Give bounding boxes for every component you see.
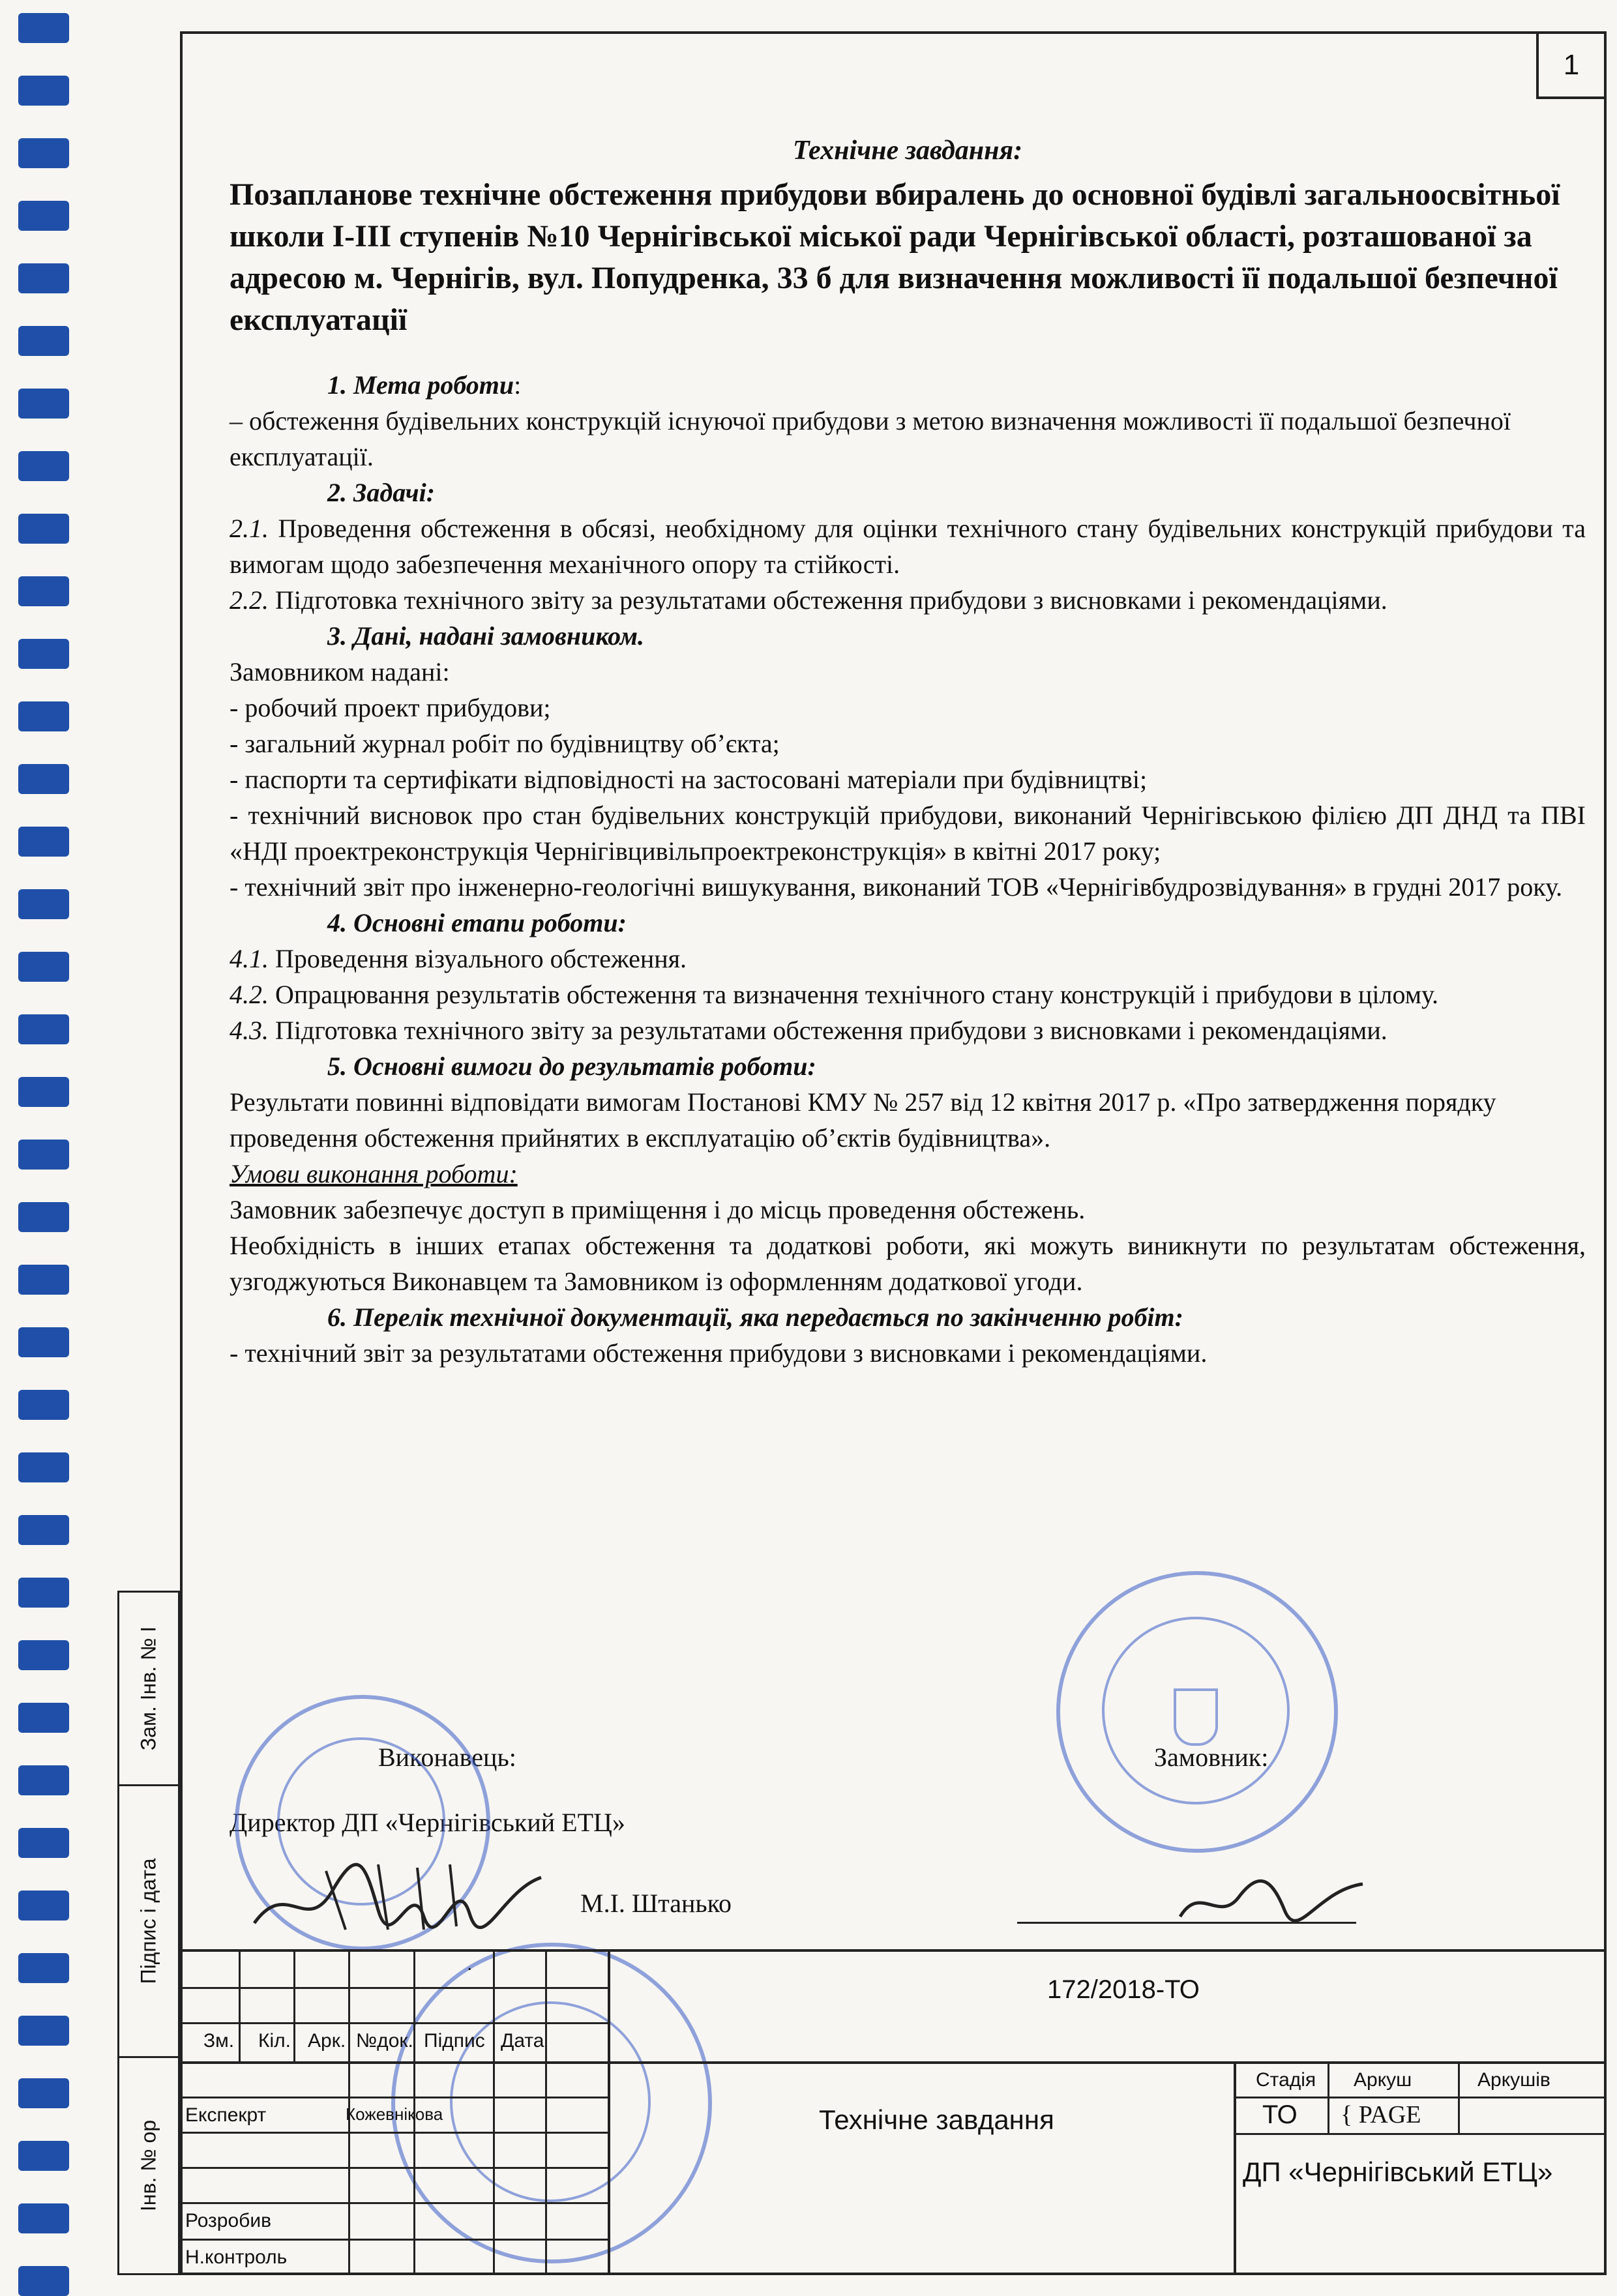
replace-inv-label: Зам. Інв. № І [136,1626,160,1751]
row-nkontrol: Н.контроль [185,2246,288,2268]
binding-ring [18,1327,69,1357]
conditions-text-2: Необхідність в інших етапах обстеження та додаткові роботи, які можуть виникнути по результатам обстеження, узгоджуються Виконавцем та Замовником із оформленням додаткової угоди. [230,1231,1586,1296]
binding-ring [18,639,69,669]
binding-ring [18,326,69,356]
binding-ring [18,1765,69,1795]
inv-orig-cell [117,2056,180,2275]
binding-ring [18,1390,69,1420]
binding-ring [18,827,69,857]
replace-inv-cell [117,1591,180,1786]
section-4-2: 4.2. Опрацювання результатів обстеження та визначення технічного стану конструкцій і прибудови в цілому. [230,980,1439,1009]
sign-date-label: Підпис і дата [136,1858,160,1984]
col-ark: Арк. [308,2030,346,2052]
spiral-binding [0,0,78,2286]
section-3-item: - робочий проект прибудови; [230,693,551,722]
document-heading: Технічне завдання: [792,136,1023,166]
binding-ring [18,1640,69,1670]
binding-ring [18,1578,69,1608]
binding-ring [18,138,69,168]
organization: ДП «Чернігівський ЕТЦ» [1243,2156,1553,2187]
stage-value: ТО [1262,2100,1298,2129]
binding-ring [18,1891,69,1921]
binding-ring [18,2141,69,2171]
binding-ring [18,1202,69,1232]
section-3-intro: Замовником надані: [230,657,450,686]
document-subject: Позапланове технічне обстеження прибудови вбиралень до основної будівлі загальноосвітньої школи І-ІІІ ступенів №10 Чернігівської міської ради Чернігівської області, розташованої за адресою м. Чернігів, вул. Попудренка, 33 б для визначення можливості її подальшої безпечної експлуатації [230,177,1560,337]
binding-ring [18,1140,69,1170]
page-number: 1 [1563,49,1580,81]
sheet-header: Аркуш [1354,2069,1412,2091]
customer-label: Замовник: [1154,1743,1269,1772]
trident-icon [1174,1688,1218,1746]
binding-ring [18,76,69,106]
section-3-item: - технічний висновок про стан будівельних конструкцій прибудови, виконаний Чернігівською філією ДП ДНД та ПВІ «НДІ проектреконструкція Чернігівцивільпроектреконструкція» в квітні 2017 року; [230,801,1586,866]
col-kil: Кіл. [258,2030,291,2052]
binding-ring [18,764,69,794]
binding-ring [18,2203,69,2233]
section-4-3: 4.3. Підготовка технічного звіту за результатами обстеження прибудови з висновками і рекомендаціями. [230,1016,1387,1045]
binding-ring [18,13,69,43]
binding-ring [18,1452,69,1482]
section-3-item: - технічний звіт про інженерно-геологічні вишукування, виконаний ТОВ «Чернігівбудрозвідування» в грудні 2017 року. [230,872,1563,902]
sign-date-cell [117,1784,180,2058]
binding-ring [18,952,69,982]
col-data: Дата [501,2030,544,2052]
section-6-heading: 6. Перелік технічної документації, яка передається по закінченню робіт: [327,1303,1183,1332]
binding-ring [18,2266,69,2296]
document-body [230,133,1586,1371]
inv-orig-label: Інв. № ор [136,2119,160,2212]
binding-ring [18,2078,69,2108]
section-4-1: 4.1. Проведення візуального обстеження. [230,944,687,973]
title-block [180,1949,1607,2275]
page-number-box [1536,34,1604,99]
binding-ring [18,701,69,731]
col-nodok: №док. [356,2030,413,2052]
section-2-heading: 2. Задачі: [327,478,436,507]
binding-ring [18,1077,69,1107]
conditions-text-1: Замовник забезпечує доступ в приміщення і до місць проведення обстежень. [230,1195,1086,1224]
stage-header: Стадія [1256,2069,1316,2091]
binding-ring [18,1703,69,1733]
binding-ring [18,201,69,231]
binding-ring [18,389,69,419]
title-block-dot: . [467,1953,473,1975]
section-2-2: 2.2. Підготовка технічного звіту за результатами обстеження прибудови з висновками і рекомендаціями. [230,585,1387,615]
section-4-heading: 4. Основні етапи роботи: [327,908,627,937]
sheets-header: Аркушів [1477,2069,1550,2091]
section-2-1: 2.1. Проведення обстеження в обсязі, необхідному для оцінки технічного стану будівельних конструкцій прибудови та вимогам щодо забезпечення механічного опору та стійкості. [230,514,1586,579]
binding-ring [18,1014,69,1044]
section-1-heading: 1. Мета роботи: [327,370,522,400]
left-margin-columns [117,1591,180,2275]
executor-name: М.І. Штанько [580,1889,732,1918]
row-expert-name: Кожевнікова [346,2104,443,2124]
binding-ring [18,2016,69,2046]
binding-ring [18,1265,69,1295]
customer-signature [1174,1864,1369,1930]
executor-position: Директор ДП «Чернігівський ЕТЦ» [230,1808,625,1837]
row-rozrobyv: Розробив [185,2210,272,2231]
col-zm: Зм. [203,2030,235,2052]
section-1-text: – обстеження будівельних конструкцій існуючої прибудови з метою визначення можливості її подальшої безпечної експлуатації. [230,406,1511,471]
sheet-value: { PAGE [1341,2101,1421,2128]
col-pidpys: Підпис [424,2030,485,2052]
binding-ring [18,451,69,481]
binding-ring [18,514,69,544]
section-3-item: - загальний журнал робіт по будівництву об’єкта; [230,729,780,758]
doc-code: 172/2018-ТО [1047,1975,1200,2004]
doc-name: Технічне завдання [819,2104,1054,2135]
section-3-item: - паспорти та сертифікати відповідності на застосовані матеріали при будівництві; [230,765,1148,794]
executor-signature [248,1851,548,1943]
section-3-heading: 3. Дані, надані замовником. [327,621,644,651]
binding-ring [18,576,69,606]
section-5-heading: 5. Основні вимоги до результатів роботи: [327,1052,816,1081]
binding-ring [18,1515,69,1545]
row-expert: Експекрт [185,2104,267,2126]
binding-ring [18,1953,69,1983]
binding-ring [18,889,69,919]
executor-label: Виконавець: [378,1743,516,1772]
conditions-heading: Умови виконання роботи: [230,1159,518,1188]
binding-ring [18,1828,69,1858]
binding-ring [18,263,69,293]
section-5-text: Результати повинні відповідати вимогам Постанові КМУ № 257 від 12 квітня 2017 р. «Про затвердження порядку проведення обстеження прийнятих в експлуатацію об’єктів будівництва». [230,1087,1496,1153]
section-6-text: - технічний звіт за результатами обстеження прибудови з висновками і рекомендаціями. [230,1338,1208,1368]
